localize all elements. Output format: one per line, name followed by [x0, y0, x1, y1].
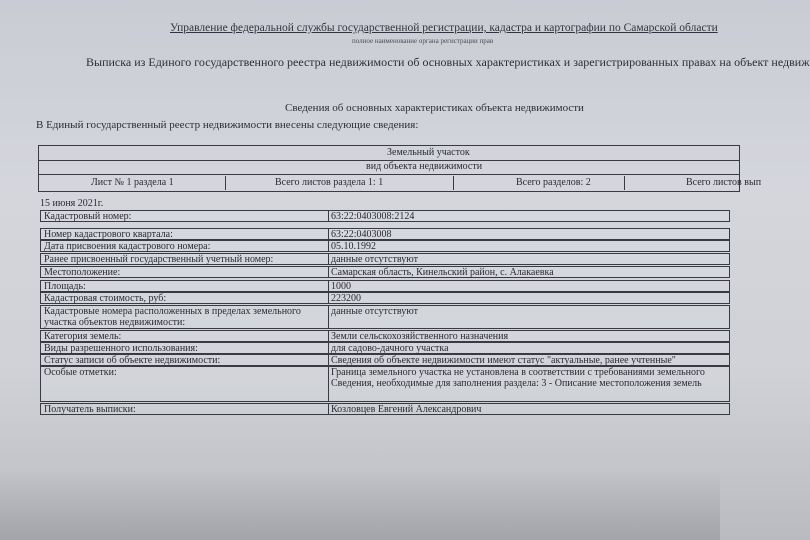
sheet-number-cell [39, 176, 226, 190]
table-row [40, 366, 730, 402]
photo-shadow [0, 470, 720, 540]
row-value: Самарская область, Кинельский район, с. Алакаевка [331, 267, 554, 278]
section-sheets-cell [226, 176, 454, 190]
table-row [40, 266, 730, 278]
column-divider [328, 229, 329, 239]
row-value: Сведения об объекте недвижимости имеют статус "актуальные, ранее учтенные" [331, 355, 676, 366]
row-label: Кадастровая стоимость, руб: [44, 293, 167, 304]
intro-text: В Единый государственный реестр недвижимости внесены следующие сведения: [36, 119, 419, 131]
column-divider [328, 211, 329, 221]
row-label: Кадастровый номер: [44, 211, 132, 222]
row-label: Статус записи об объекте недвижимости: [44, 355, 221, 366]
land-plot-row [39, 146, 739, 161]
row-label: Дата присвоения кадастрового номера: [44, 241, 211, 252]
row-value: Козловцев Евгений Александрович [331, 404, 482, 415]
row-value: 63:22:0403008:2124 [331, 211, 415, 222]
column-divider [328, 254, 329, 264]
row-value: 63:22:0403008 [331, 229, 392, 240]
extract-title: Выписка из Единого государственного реестра недвижимости об основных характеристиках и зарегистрированных правах на объект недвиж [86, 55, 810, 69]
object-type-caption: вид объекта недвижимости [366, 161, 483, 172]
row-value: 05.10.1992 [331, 241, 376, 252]
row-value: Земли сельскохозяйственного назначения [331, 331, 509, 342]
table-row [40, 354, 730, 366]
section-title: Сведения об основных характеристиках объекта недвижимости [285, 102, 584, 114]
table-row [40, 210, 730, 222]
table-row [40, 280, 730, 292]
row-label: Виды разрешенного использования: [44, 343, 198, 354]
object-type-row [39, 161, 739, 175]
land-plot-label: Земельный участок [387, 147, 470, 158]
row-value: данные отсутствуют [331, 306, 418, 317]
column-divider [328, 355, 329, 365]
sheet-info-row [39, 176, 762, 190]
row-label: Номер кадастрового квартала: [44, 229, 173, 240]
table-row [40, 342, 730, 354]
column-divider [328, 281, 329, 291]
sections-cell [454, 176, 625, 190]
sections-count: Всего разделов: 2 [516, 177, 591, 188]
column-divider [328, 343, 329, 353]
column-divider [328, 404, 329, 414]
row-value: 223200 [331, 293, 361, 304]
row-value-continued: Сведения, необходимые для заполнения раздела: 3 - Описание местоположения земель [331, 378, 702, 389]
row-label: Местоположение: [44, 267, 121, 278]
row-value: 1000 [331, 281, 351, 292]
object-header-frame [38, 145, 762, 192]
row-label: Категория земель: [44, 331, 122, 342]
table-row [40, 253, 730, 265]
column-divider [328, 267, 329, 277]
row-label: Получатель выписки: [44, 404, 136, 415]
row-value: для садово-дачного участка [331, 343, 449, 354]
column-divider [328, 367, 329, 401]
table-row [40, 228, 730, 240]
row-label: Площадь: [44, 281, 86, 292]
table-row [40, 330, 730, 342]
section-sheets-count: Всего листов раздела 1: 1 [275, 177, 384, 188]
column-divider [328, 241, 329, 251]
total-sheets-count: Всего листов вып [686, 177, 762, 188]
agency-name: Управление федеральной службы государственной регистрации, кадастра и картографии по Самарской области [170, 22, 718, 34]
table-row [40, 403, 730, 415]
row-label: Кадастровые номера расположенных в пределах земельного участка объектов недвижимости: [44, 306, 301, 328]
table-row [40, 240, 730, 252]
row-value: данные отсутствуют [331, 254, 418, 265]
row-label: Ранее присвоенный государственный учетный номер: [44, 254, 274, 265]
column-divider [328, 306, 329, 328]
column-divider [328, 331, 329, 341]
total-sheets-cell [625, 176, 762, 190]
sheet-number: Лист № 1 раздела 1 [91, 177, 174, 188]
row-value: Граница земельного участка не установлена в соответствии с требованиями земельного [331, 367, 705, 378]
table-row [40, 292, 730, 304]
table-row [40, 305, 730, 329]
row-label: Особые отметки: [44, 367, 117, 378]
column-divider [328, 293, 329, 303]
agency-caption: полное наименование органа регистрации прав [352, 37, 494, 45]
extract-date: 15 июня 2021г. [40, 198, 104, 209]
